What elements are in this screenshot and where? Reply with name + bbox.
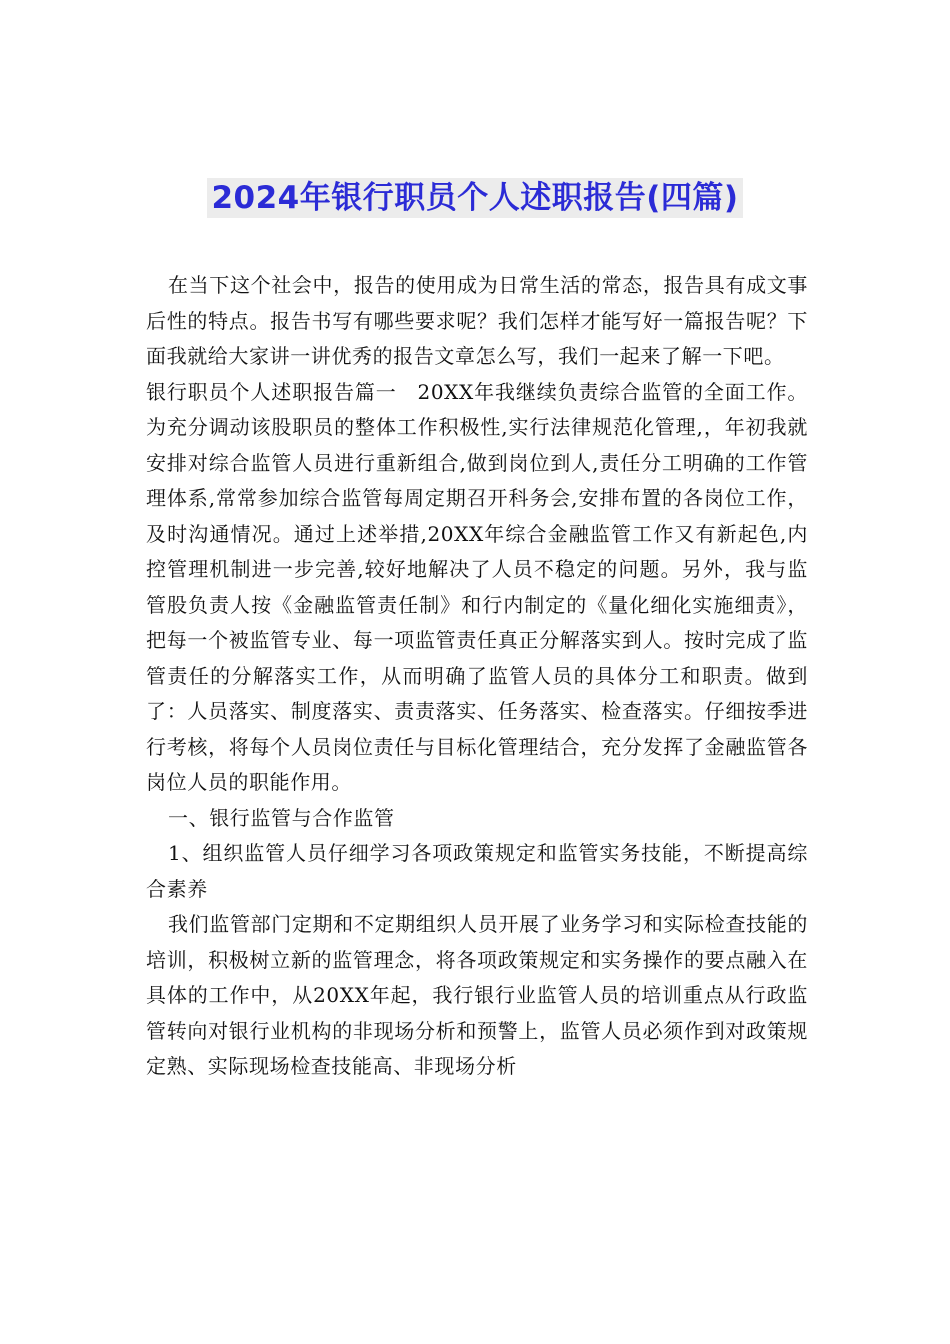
title-wrap [0,178,950,218]
training-paragraph: 我们监管部门定期和不定期组织人员开展了业务学习和实际检查技能的培训，积极树立新的监管理念，将各项政策规定和实务操作的要点融入在具体的工作中，从20XX年起，我行银行业监管人员的培训重点从行政监管转向对银行业机构的非现场分析和预警上，监管人员必须作到对政策规定熟、实际现场检查技能高、非现场分析 [146,912,808,1078]
report-one-paragraph: 银行职员个人述职报告篇一 20XX年我继续负责综合监管的全面工作。为充分调动该股职员的整体工作积极性,实行法律规范化管理,，年初我就安排对综合监管人员进行重新组合,做到岗位到人,责任分工明确的工作管理体系,常常参加综合监管每周定期召开科务会,安排布置的各岗位工作，及时沟通情况。通过上述举措,20XX年综合金融监管工作又有新起色,内控管理机制进一步完善,较好地解决了人员不稳定的问题。另外，我与监管股负责人按《金融监管责任制》和行内制定的《量化细化实施细责》，把每一个被监管专业、每一项监管责任真正分解落实到人。按时完成了监管责任的分解落实工作，从而明确了监管人员的具体分工和职责。做到了：人员落实、制度落实、责责落实、任务落实、检查落实。仔细按季进行考核，将每个人员岗位责任与目标化管理结合，充分发挥了金融监管各岗位人员的职能作用。 [146,379,808,794]
subsection-heading: 1、组织监管人员仔细学习各项政策规定和监管实务技能，不断提高综合素养 [146,841,808,901]
intro-paragraph: 在当下这个社会中，报告的使用成为日常生活的常态，报告具有成文事后性的特点。报告书写有哪些要求呢？我们怎样才能写好一篇报告呢？下面我就给大家讲一讲优秀的报告文章怎么写，我们一起来了解一下吧。 [146,273,808,368]
document-body [146,268,808,1085]
section-heading: 一、银行监管与合作监管 [168,805,395,830]
document-title: 2024年银行职员个人述职报告(四篇) [207,178,742,218]
